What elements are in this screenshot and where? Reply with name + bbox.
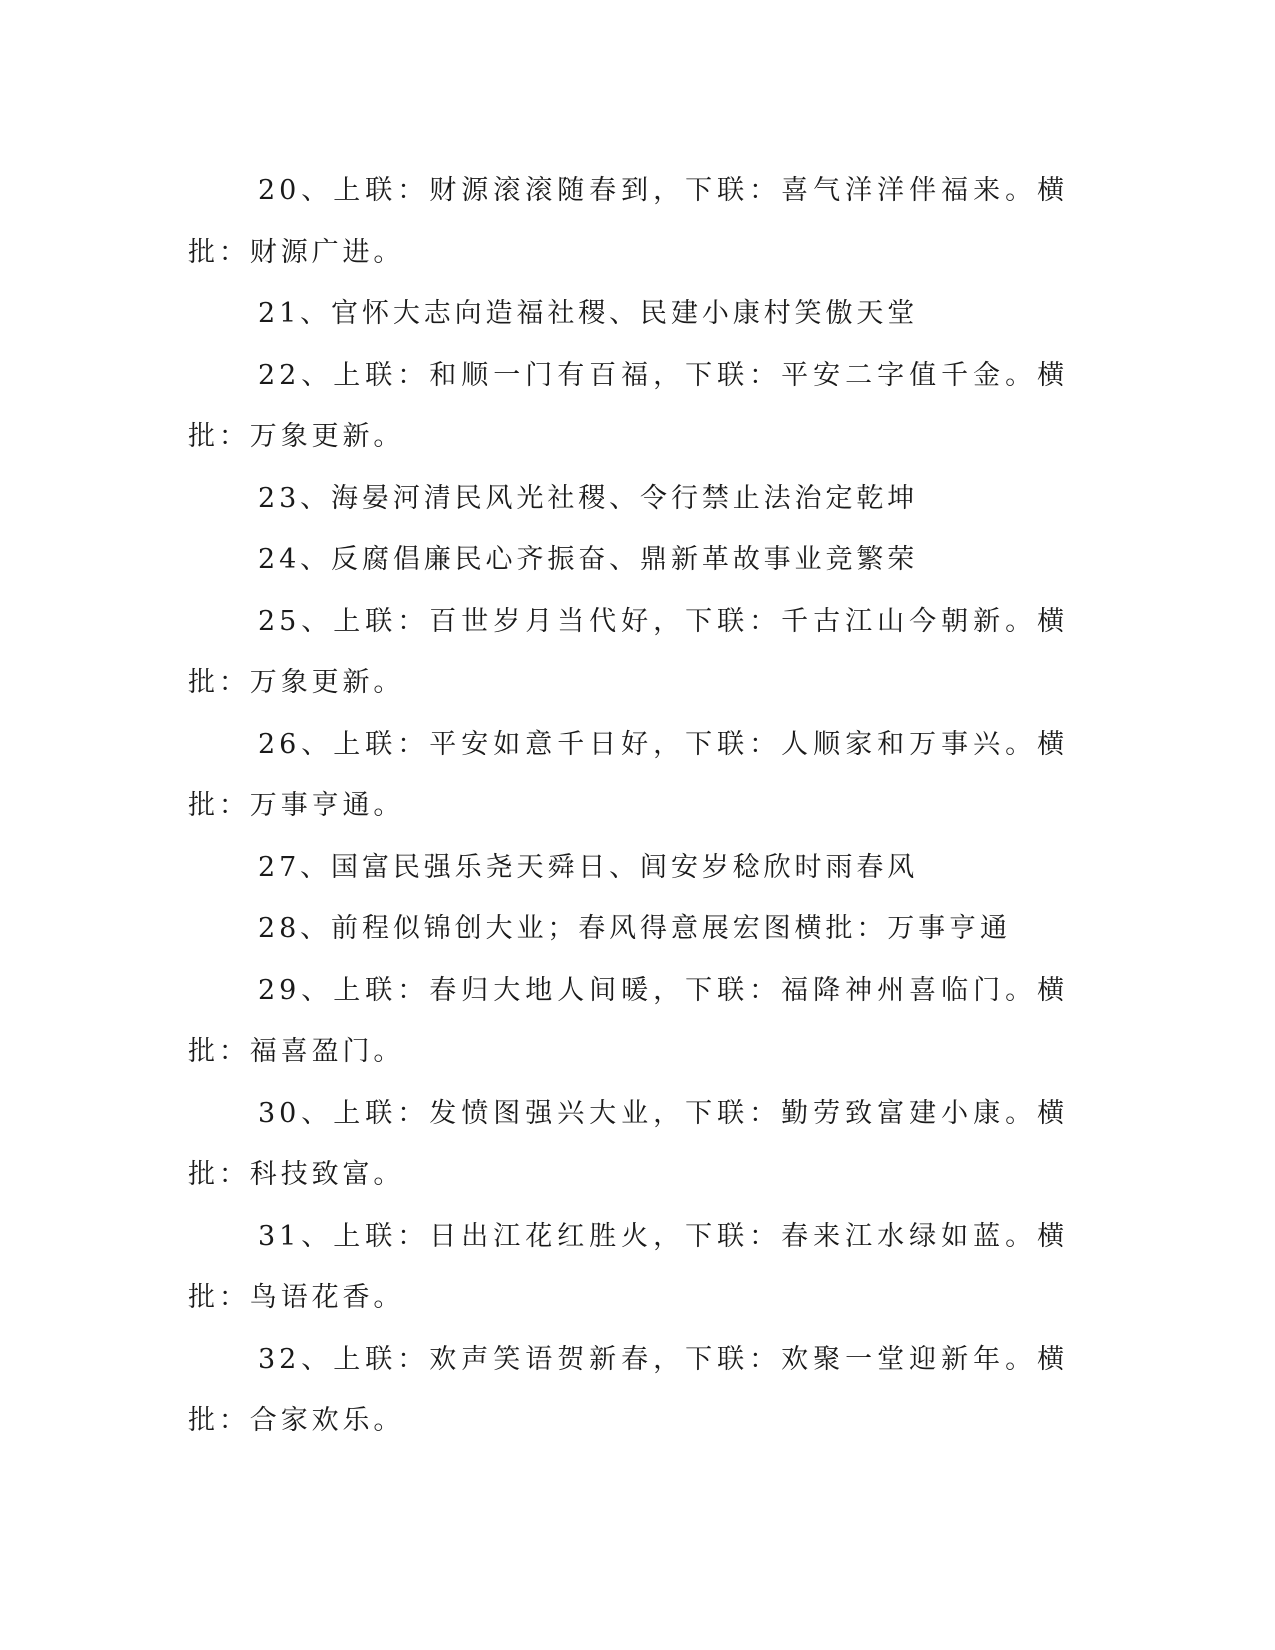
couplet-item-24: 24、反腐倡廉民心齐振奋、鼎新革故事业竞繁荣 [258, 544, 919, 575]
couplet-item-28: 28、前程似锦创大业；春风得意展宏图横批：万事亨通 [258, 913, 1011, 944]
couplet-item-20: 20、上联：财源滚滚随春到，下联：喜气洋洋伴福来。横批：财源广进。 [188, 175, 1068, 268]
couplet-item-25: 25、上联：百世岁月当代好，下联：千古江山今朝新。横批：万象更新。 [188, 605, 1068, 698]
couplet-item-26: 26、上联：平安如意千日好，下联：人顺家和万事兴。横批：万事亨通。 [188, 728, 1068, 821]
couplet-item-23: 23、海晏河清民风光社稷、令行禁止法治定乾坤 [258, 482, 919, 514]
couplet-item-32: 32、上联：欢声笑语贺新春，下联：欢聚一堂迎新年。横批：合家欢乐。 [188, 1343, 1068, 1436]
couplet-item-31: 31、上联：日出江花红胜火，下联：春来江水绿如蓝。横批：鸟语花香。 [188, 1220, 1068, 1313]
couplet-item-30: 30、上联：发愤图强兴大业，下联：勤劳致富建小康。横批：科技致富。 [188, 1097, 1068, 1190]
document-body [188, 160, 1068, 1452]
couplet-item-27: 27、国富民强乐尧天舜日、闾安岁稔欣时雨春风 [258, 851, 919, 883]
couplet-item-29: 29、上联：春归大地人间暖，下联：福降神州喜临门。横批：福喜盈门。 [188, 974, 1068, 1067]
couplet-item-22: 22、上联：和顺一门有百福，下联：平安二字值千金。横批：万象更新。 [188, 359, 1068, 452]
couplet-item-21: 21、官怀大志向造福社稷、民建小康村笑傲天堂 [258, 298, 919, 329]
